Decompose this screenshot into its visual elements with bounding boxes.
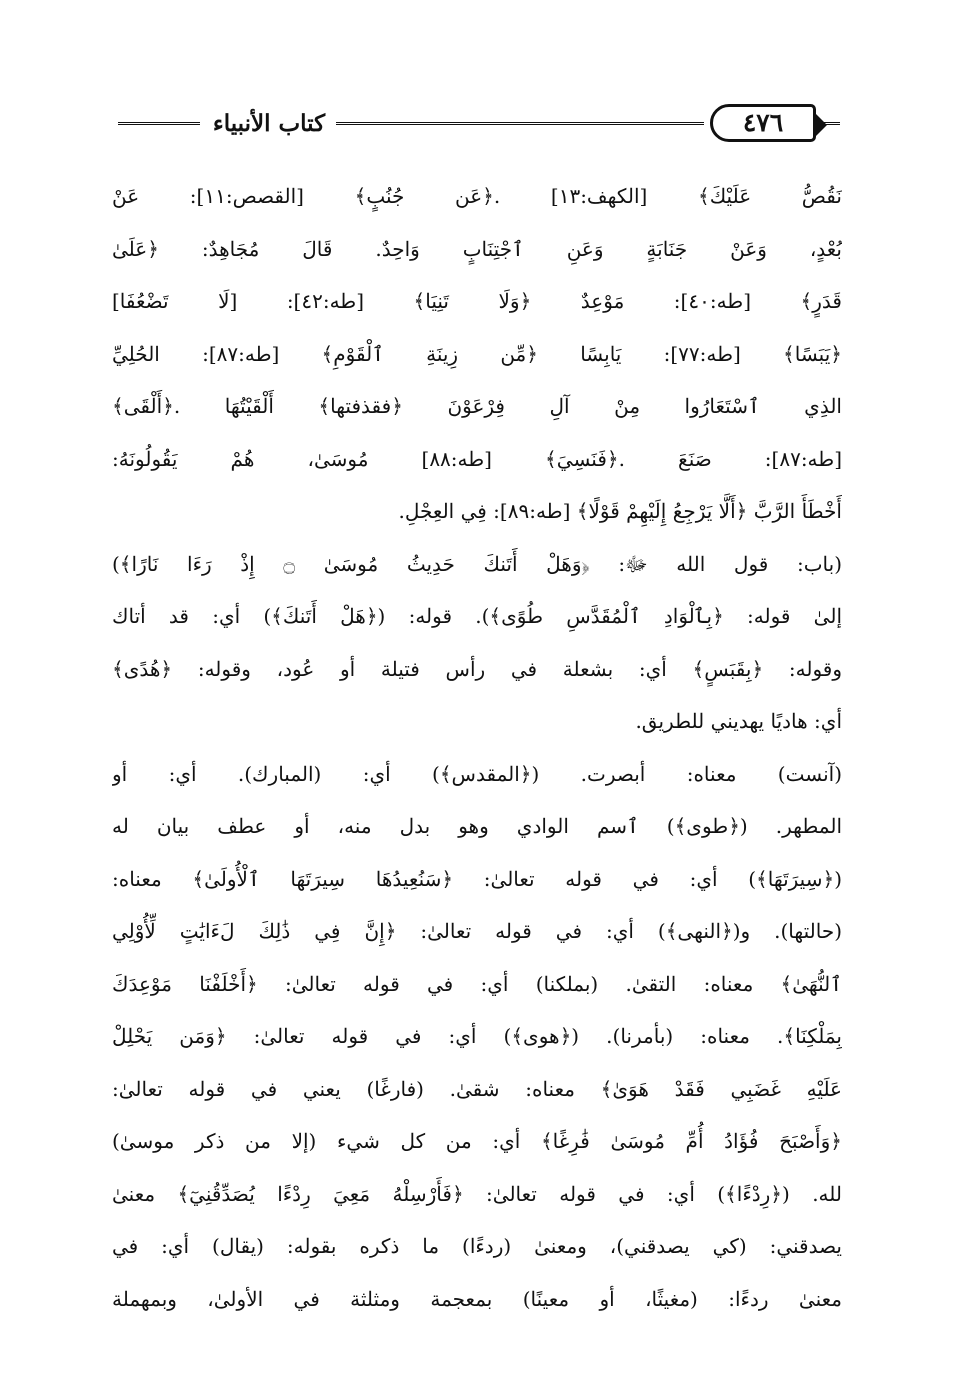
text-line: ﴿وَأَصْبَحَ فُؤَادُ أُمِّ مُوسَىٰ فَٰرِغًا﴾ أي: من كل شيء (إلا من ذكر موسىٰ) — [112, 1129, 842, 1153]
text-line: وقوله: ﴿بِقَبَسٍ﴾ أي: بشعلة في رأس فتيلة أو عُود، وقوله: ﴿هُدًى﴾ — [112, 656, 842, 681]
text-line: بِمَلْكِنَا﴾. معناه: (بأمرنا). (﴿هوى﴾) أي: في قوله تعالىٰ: ﴿وَمَن يَحْلِلْ — [112, 1024, 842, 1048]
text-line: (﴿سِيرَتَهَا﴾) أي: في قوله تعالىٰ: ﴿سَنُعِيدُهَا سِيرَتَهَا ٱلْأُولَىٰ﴾ معناه: — [112, 866, 842, 891]
text-line: لله. (﴿رِدْءًا﴾) أي: في قوله تعالىٰ: ﴿فَأَرْسِلْهُ مَعِيَ رِدْءًا يُصَدِّقُنِيٓ﴾ معنىٰ — [112, 1181, 842, 1206]
book-title: كتاب الأنبياء — [212, 110, 326, 137]
page-number-badge: ٤٧٦ — [710, 104, 816, 142]
text-line: عَلَيْهِ غَضَبِي فَقَدْ هَوَىٰ﴾ معناه: شقىٰ. (فارغًا) يعني في قوله تعالىٰ: — [112, 1076, 842, 1101]
text-line: قَدَرٍ﴾ [طه:٤٠]: مَوْعِدٌ ﴿وَلَا تَنِيَا﴾ [طه:٤٢]: [لَا تَضْعُفَا] — [112, 289, 842, 313]
text-line: [طه:٨٧]: صَنَعَ .﴿فَنَسِيَ﴾ [طه:٨٨] مُوسَىٰ، هُمْ يَقُولُونَهُ: — [112, 446, 842, 471]
text-line: أَخْطَأَ الرَّبَّ ﴿أَلَّا يَرْجِعُ إِلَيْهِمْ قَوْلًا﴾ [طه:٨٩]: فِي العِجْلِ. — [398, 499, 842, 523]
header-rule-left — [118, 122, 200, 125]
text-line: (باب: قول الله ﷻ: ﴿وَهَلْ أَتَنكَ حَدِيثُ مُوسَىٰ ۝ إِذْ رَءَا نَارًا﴾) — [112, 551, 842, 576]
text-line: (آنست) معناه: أبصرت. (﴿المقدس﴾) أي: (المبارك). أي: أو — [112, 761, 842, 786]
text-line: (حالتها). و(﴿النهى﴾) أي: في قوله تعالىٰ: ﴿إِنَّ فِي ذَٰلِكَ لَءَايَٰتٍ لِّأُوْلِي — [112, 919, 842, 943]
text-line: أي: هاديًا يهديني للطريق. — [635, 709, 842, 733]
header-rule-right — [818, 122, 840, 125]
text-line: يصدقني: (كي يصدقني)، ومعنىٰ (ردءًا) ما ذكره بقوله: (يقال) أي: في — [112, 1234, 842, 1258]
text-line: المطهر. (﴿طوى﴾) ٱسم الوادي وهو بدل منه، أو عطف بيان له — [112, 814, 842, 838]
header-rule-middle — [336, 122, 704, 125]
page-header — [118, 100, 840, 152]
text-line: ﴿يَبَسًا﴾ [طه:٧٧]: يَابِسًا ﴿مِّن زِينَةِ ٱلْقَوْمِ﴾ [طه:٨٧]: الحُلِيِّ — [112, 341, 842, 366]
text-line: نَقُصُّ عَلَيْكَ﴾ [الكهف:١٣] .﴿عَن جُنُبٍ﴾ [القصص:١١]: عَنْ — [112, 184, 842, 208]
text-line: الذِي ٱسْتَعَارُوا مِنْ آلِ فِرْعَوْنَ ﴿فقذفتها﴾ أَلْقَيْتُهَا .﴿أَلْقَى﴾ — [112, 394, 842, 418]
page-body — [112, 170, 842, 1325]
text-line: بُعْدٍ، وَعَنْ جَنَابَةٍ وَعَنِ ٱجْتِنَابٍ وَاحِدٌ. قَالَ مُجَاهِدٌ: ﴿عَلَىٰ — [112, 236, 842, 261]
text-line: ٱلنُّهَىٰ﴾ معناه: التقىٰ. (بملكنا) أي: في قوله تعالىٰ: ﴿أَخْلَفْنَا مَوْعِدَكَ — [112, 971, 842, 996]
text-line: معنىٰ ردءًا: (مغيثًا، أو معينًا) بمعجمة ومثلثة في الأولىٰ، وبمهملة — [112, 1286, 842, 1311]
text-line: إلىٰ قوله: ﴿بِٱلْوَادِ ٱلْمُقَدَّسِ طُوًى﴾). قوله: (﴿هَلْ أَتَنكَ﴾) أي: قد أتاك — [112, 604, 842, 628]
